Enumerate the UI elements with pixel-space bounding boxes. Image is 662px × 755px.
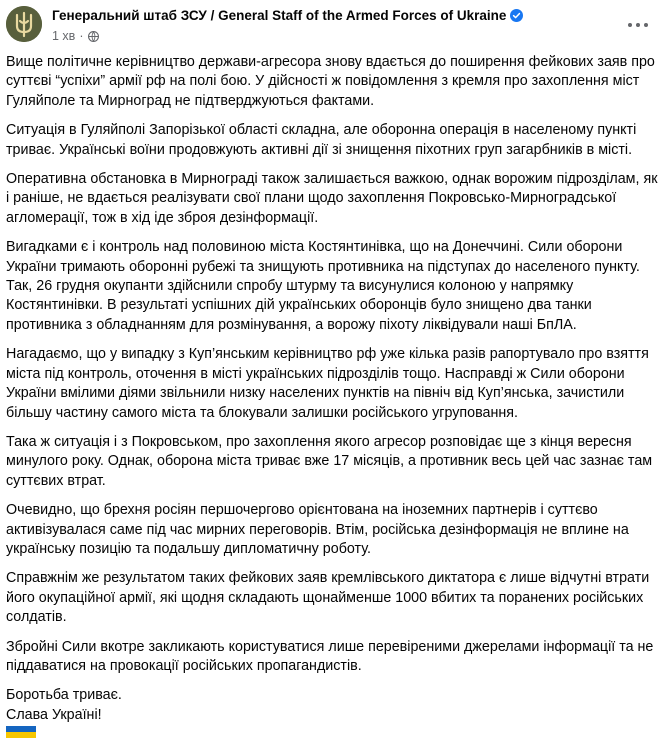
verified-badge-icon bbox=[510, 9, 523, 22]
meta-separator: · bbox=[79, 29, 84, 43]
post-body bbox=[6, 53, 658, 755]
more-options-icon[interactable] bbox=[626, 14, 650, 24]
page-name-link[interactable]: Генеральний штаб ЗСУ / General Staff of the Armed Forces of Ukraine bbox=[52, 8, 507, 23]
post-paragraph: Така ж ситуація і з Покровськом, про захоплення якого агресор розповідає ще з кінця вересня минулого року. Однак, оборона міста триває вже 17 місяців, а противник весь цей час зазнає там суттєвих втрат. bbox=[6, 433, 653, 489]
trident-emblem-icon bbox=[6, 6, 42, 42]
globe-icon[interactable] bbox=[88, 31, 99, 42]
post-paragraph: Збройні Сили вкотре закликають користуватися лише перевіреними джерелами інформації та не піддаватися на провокації російських пропагандистів. bbox=[6, 638, 654, 674]
flags-group bbox=[103, 709, 118, 721]
ukraine-flag-icon bbox=[21, 726, 36, 738]
post-paragraph: Вигадками є і контроль над половиною міста Костянтинівка, що на Донеччині. Сили оборони України тримають оборонні рубежі та знищують противника на підступах до населеного пункту. Так, 26 грудня окупанти здійснили спробу штурму та висунулися колоною у напрямку Костянтинівки. В результаті успішних дій українських оборонців було знищено два танки противника з обладнанням для розмінування, а ворожу піхоту ліквідували наші БпЛА. bbox=[6, 239, 640, 333]
post-paragraph: Ситуація в Гуляйполі Запорізької області складна, але оборонна операція в населеному пункті триває. Українські воїни продовжують активні дії зі знищення піхотних груп загарбників в місті. bbox=[6, 122, 637, 158]
closing-slogan: Слава Україні! bbox=[6, 706, 102, 723]
closing-line-with-flags bbox=[6, 706, 658, 725]
closing-line: Боротьба триває. bbox=[6, 687, 122, 704]
post-timestamp-link[interactable]: 1 хв bbox=[52, 29, 76, 43]
post-paragraph: Очевидно, що брехня росіян першочергово орієнтована на іноземних партнерів і суттєво активізувалася саме під час мирних переговорів. Втім, російська дезінформація не вплине на українську позицію та подальшу дипломатичну роботу. bbox=[6, 502, 629, 557]
post-meta bbox=[52, 29, 99, 43]
post-paragraph: Вище політичне керівництво держави-агресора знову вдається до поширення фейкових заяв про суттєві “успіхи” армії рф на полі бою. У дійсності ж повідомлення з кремля про захоплення міст Гуляйполе та Мирноград не підтверджуються фактами. bbox=[6, 54, 655, 109]
post-header bbox=[0, 0, 662, 48]
ukraine-flag-icon bbox=[103, 709, 118, 721]
post-paragraph: Нагадаємо, що у випадку з Куп’янським керівництво рф уже кілька разів рапортувало про взяття міста під контроль, оточення в місті українських підрозділів тощо. Насправді ж Сили оборони України вмілими діями звільнили низку населених пунктів на північ від Куп’янська, зачистили більшу частину самого міста та блокували залишки російського угруповання. bbox=[6, 346, 649, 421]
post-paragraph: Оперативна обстановка в Мирнограді також залишається важкою, однак ворожим підрозділам, як і раніше, не вдається реалізувати свої плани щодо захоплення Покровсько-Мирноградської агломерації, тож в хід іде зброя дезінформації. bbox=[6, 171, 658, 226]
page-avatar[interactable] bbox=[6, 6, 42, 42]
post-paragraph: Справжнім же результатом таких фейкових заяв кремлівського диктатора є лише відчутні втрати його окупаційної армії, які щодня складають щонайменше 1000 вбитих та поранених російських солдатів. bbox=[6, 570, 650, 626]
ukraine-flag-icon bbox=[6, 726, 21, 738]
